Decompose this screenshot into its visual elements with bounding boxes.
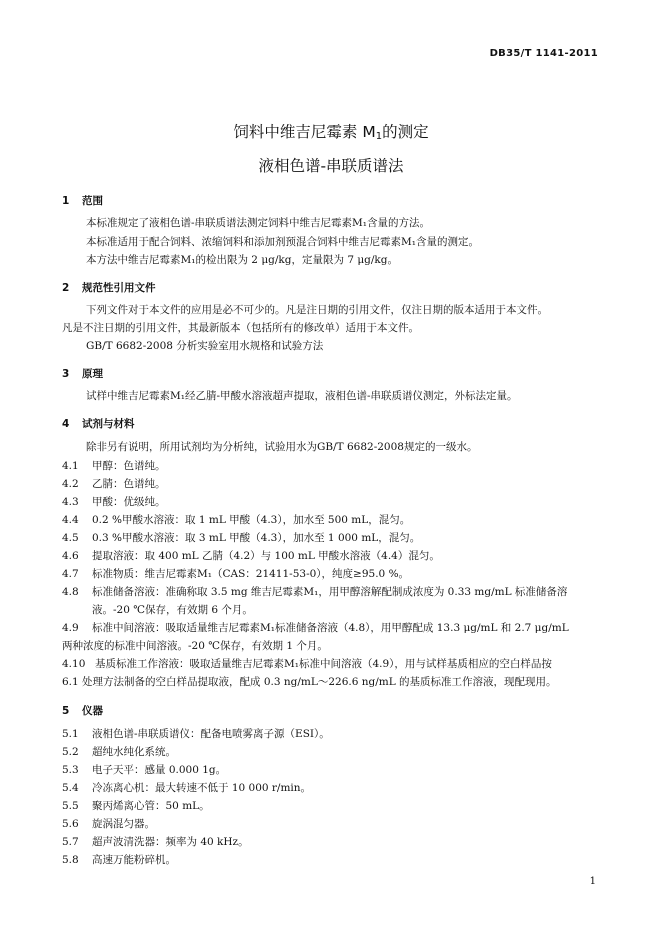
reference-entry: GB/T 6682-2008 分析实验室用水规格和试验方法: [86, 340, 324, 352]
paragraph: 凡是不注日期的引用文件，其最新版本（包括所有的修改单）适用于本文件。: [62, 322, 419, 334]
item-number: 5.6: [62, 818, 79, 830]
item-text: 标准中间溶液：吸取适量维吉尼霉素M₁标准储备溶液（4.8），用甲醇配成 13.3 μg/mL 和 2.7 μg/mL: [92, 622, 569, 634]
section-heading-4: [62, 416, 135, 431]
paragraph: 试样中维吉尼霉素M₁经乙腈-甲酸水溶液超声提取，液相色谱-串联质谱仪测定，外标法定量。: [86, 390, 518, 402]
title-subscript: 1: [375, 131, 383, 142]
section-title: 仪器: [82, 705, 103, 717]
item-text: 标准物质：维吉尼霉素M₁（CAS：21411-53-0），纯度≥95.0 %。: [92, 568, 410, 580]
item-text: 提取溶液：取 400 mL 乙腈（4.2）与 100 mL 甲酸水溶液（4.4）混匀。: [92, 550, 440, 562]
paragraph: 本标准适用于配合饲料、浓缩饲料和添加剂预混合饲料中维吉尼霉素M₁含量的测定。: [86, 236, 479, 248]
item-number: 5.3: [62, 764, 79, 776]
list-item: [62, 512, 410, 528]
item-number: 4.2: [62, 478, 79, 490]
paragraph: 除非另有说明，所用试剂均为分析纯，试验用水为GB/T 6682-2008规定的一级水。: [86, 441, 478, 453]
paragraph: 本标准规定了液相色谱-串联质谱法测定饲料中维吉尼霉素M₁含量的方法。: [86, 217, 431, 229]
item-text: 液相色谱-串联质谱仪：配备电喷雾离子源（ESI）。: [92, 728, 330, 740]
list-item: [62, 780, 311, 796]
list-item: [62, 762, 226, 778]
paragraph: 本方法中维吉尼霉素M₁的检出限为 2 μg/kg，定量限为 7 μg/kg。: [86, 254, 399, 266]
list-item: [62, 834, 249, 850]
section-number: 1: [62, 195, 70, 207]
item-text: 高速万能粉碎机。: [92, 854, 176, 866]
section-heading-5: [62, 703, 103, 718]
item-number: 4.8: [62, 586, 79, 598]
section-title: 试剂与材料: [82, 418, 135, 430]
list-item: [62, 744, 176, 760]
item-text: 电子天平：感量 0.000 1g。: [92, 764, 227, 776]
section-heading-1: [62, 193, 103, 208]
page-number: 1: [589, 876, 596, 887]
item-text: 旋涡混匀器。: [92, 818, 155, 830]
document-title-line1: [0, 120, 662, 142]
section-number: 4: [62, 418, 70, 430]
item-number: 5.8: [62, 854, 79, 866]
list-item: [62, 620, 569, 636]
item-text: 0.3 %甲酸水溶液：取 3 mL 甲酸（4.3），加水至 1 000 mL，混匀。: [92, 532, 421, 544]
item-number: 5.1: [62, 728, 79, 740]
item-number: 4.9: [62, 622, 79, 634]
list-item: [62, 852, 176, 868]
title-suffix: 的测定: [382, 123, 429, 141]
item-number: 4.6: [62, 550, 79, 562]
standard-number: DB35/T 1141-2011: [489, 48, 598, 59]
item-text: 甲酸：优级纯。: [92, 496, 166, 508]
section-heading-3: [62, 366, 103, 381]
section-title: 原理: [82, 368, 103, 380]
section-number: 3: [62, 368, 70, 380]
item-text: 超纯水纯化系统。: [92, 746, 176, 758]
item-text: 冷冻离心机：最大转速不低于 10 000 r/min。: [92, 782, 312, 794]
item-number: 4.10: [62, 658, 86, 670]
item-number: 4.4: [62, 514, 79, 526]
item-number: 4.3: [62, 496, 79, 508]
section-title: 规范性引用文件: [82, 282, 156, 294]
item-number: 5.4: [62, 782, 79, 794]
item-number: 5.5: [62, 800, 79, 812]
title-prefix: 饲料中维吉尼霉素 M: [233, 123, 376, 141]
document-title-line2: 液相色谱-串联质谱法: [258, 157, 404, 175]
item-number: 4.7: [62, 568, 79, 580]
list-item: [62, 458, 166, 474]
item-number: 4.1: [62, 460, 79, 472]
list-item: [62, 476, 166, 492]
section-heading-2: [62, 280, 156, 295]
list-item: [62, 566, 409, 582]
paragraph: 下列文件对于本文件的应用是必不可少的。凡是注日期的引用文件，仅注日期的版本适用于本文件。: [86, 304, 548, 316]
item-text: 基质标准工作溶液：吸取适量维吉尼霉素M₁标准中间溶液（4.9），用与试样基质相应的空白样品按: [95, 658, 552, 670]
item-text: 超声波清洗器：频率为 40 kHz。: [92, 836, 249, 848]
section-title: 范围: [82, 195, 103, 207]
item-continuation: 液。-20 ℃保存，有效期 6 个月。: [92, 604, 253, 616]
section-number: 5: [62, 705, 70, 717]
list-item: [62, 548, 440, 564]
list-item: [62, 798, 210, 814]
list-item: [62, 816, 155, 832]
item-text: 乙腈：色谱纯。: [92, 478, 166, 490]
item-text: 聚丙烯离心管：50 mL。: [92, 800, 210, 812]
item-continuation: 6.1 处理方法制备的空白样品提取液，配成 0.3 ng/mL～226.6 ng/mL 的基质标准工作溶液，现配现用。: [62, 676, 557, 688]
item-text: 0.2 %甲酸水溶液：取 1 mL 甲酸（4.3），加水至 500 mL，混匀。: [92, 514, 411, 526]
list-item: [62, 726, 330, 742]
item-text: 甲醇：色谱纯。: [92, 460, 166, 472]
item-number: 5.2: [62, 746, 79, 758]
list-item: [62, 494, 166, 510]
item-text: 标准储备溶液：准确称取 3.5 mg 维吉尼霉素M₁，用甲醇溶解配制成浓度为 0.33 mg/mL 标准储备溶: [92, 586, 568, 598]
list-item: [62, 584, 567, 600]
item-number: 5.7: [62, 836, 79, 848]
section-number: 2: [62, 282, 70, 294]
item-continuation: 两种浓度的标准中间溶液。-20 ℃保存，有效期 1 个月。: [62, 640, 328, 652]
list-item: [62, 656, 552, 672]
list-item: [62, 530, 420, 546]
item-number: 4.5: [62, 532, 79, 544]
